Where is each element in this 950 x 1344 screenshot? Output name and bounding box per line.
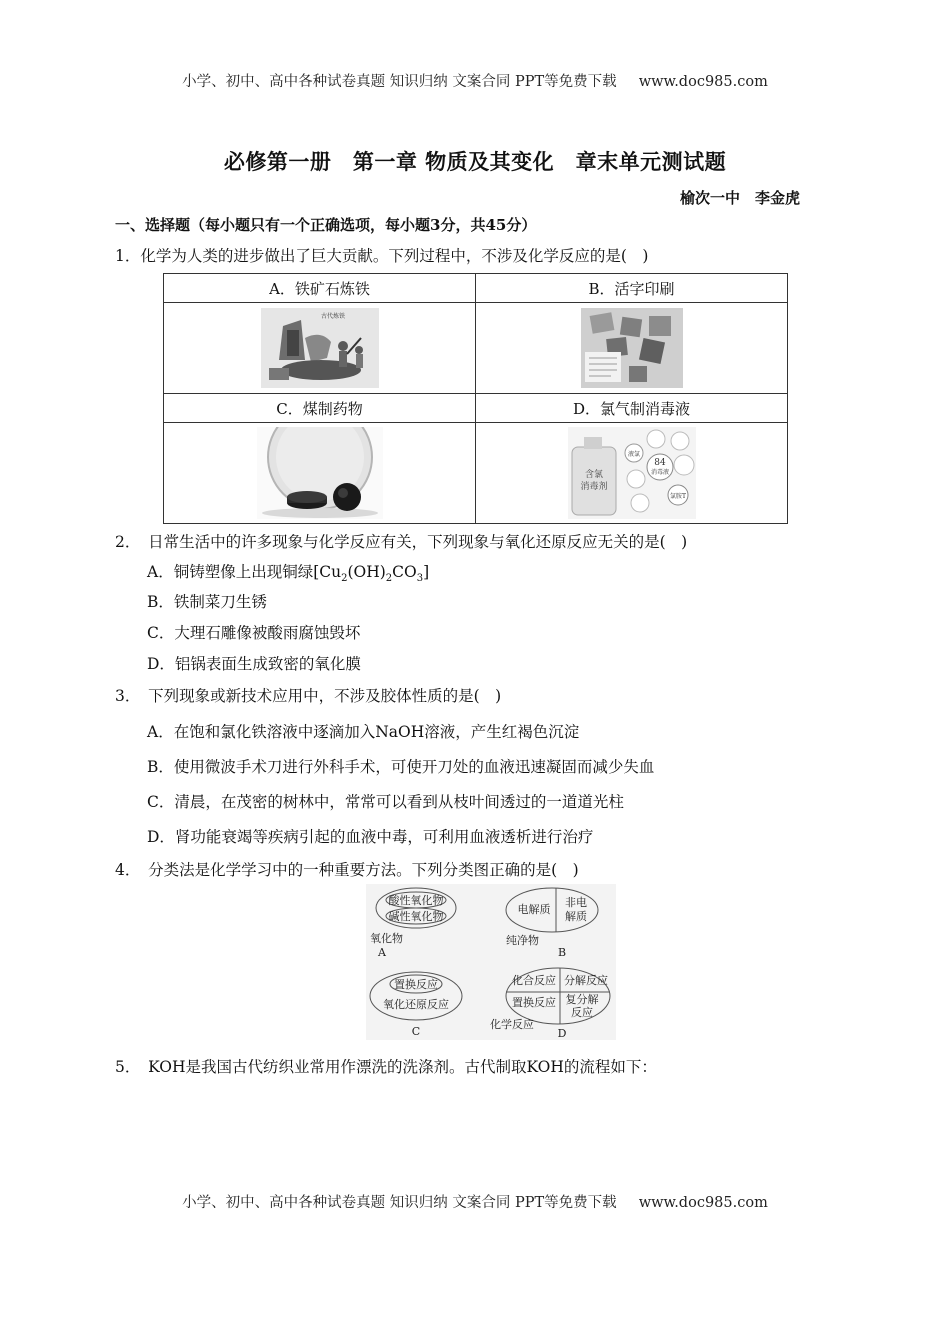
diagram-c-outer: 氧化还原反应 xyxy=(383,998,449,1011)
diagram-a-bottom: 碱性氧化物 xyxy=(388,910,444,923)
diagram-a-top: 酸性氧化物 xyxy=(388,894,444,907)
movable-type-image xyxy=(581,308,683,388)
footer-site: www.doc985.com xyxy=(638,1195,768,1211)
question-2-stem: 2． 日常生活中的许多现象与化学反应有关，下列现象与氧化还原反应无关的是( ) xyxy=(115,533,688,551)
q1-image-b-cell xyxy=(476,303,788,394)
diagram-d-tl: 化合反应 xyxy=(512,974,556,987)
q1-option-c: C．煤制药物 xyxy=(164,394,476,423)
q2-option-b: B．铁制菜刀生锈 xyxy=(147,593,267,611)
bottle-label-line1: 含氯 xyxy=(584,470,603,480)
question-5-stem: 5． KOH是我国古代纺织业常用作漂洗的洗涤剂。古代制取KOH的流程如下： xyxy=(115,1058,657,1076)
diagram-c-letter: C xyxy=(411,1025,421,1038)
q1-option-b: B．活字印刷 xyxy=(476,274,788,303)
diagram-a-letter: A xyxy=(378,946,386,959)
section-heading: 一、选择题（每小题只有一个正确选项，每小题3分，共45分） xyxy=(115,216,537,234)
diagram-d-br1: 复分解 xyxy=(565,993,599,1006)
question-1-stem: 1．化学为人类的进步做出了巨大贡献。下列过程中，不涉及化学反应的是( ) xyxy=(115,247,649,265)
diagram-d-bl: 置换反应 xyxy=(512,996,556,1009)
bubble-chloramine: 氯胺T xyxy=(669,493,686,500)
q1-option-a: A．铁矿石炼铁 xyxy=(164,274,476,303)
q1-option-d: D．氯气制消毒液 xyxy=(476,394,788,423)
diagram-d-letter: D xyxy=(557,1027,567,1040)
q2-option-a: A．铜铸塑像上出现铜绿$[Cu_2(OH)_2CO_3]$ xyxy=(147,563,430,585)
q2-option-c: C．大理石雕像被酸雨腐蚀毁坏 xyxy=(147,624,361,642)
diagram-a-outer: 氧化物 xyxy=(370,932,403,945)
diagram-b-left: 电解质 xyxy=(517,903,551,916)
diagram-b-letter: B xyxy=(557,946,567,959)
q3-option-a: A．在饱和氯化铁溶液中逐滴加入NaOH溶液，产生红褐色沉淀 xyxy=(147,723,580,741)
bubble-liquid-chlorine: 液氯 xyxy=(627,451,640,458)
page-header xyxy=(0,70,950,91)
coal-medicine-image xyxy=(257,427,383,519)
question-4-stem: 4． 分类法是化学学习中的一种重要方法。下列分类图正确的是( ) xyxy=(115,861,579,879)
diagram-d-tr: 分解反应 xyxy=(564,974,608,987)
question-3-stem: 3． 下列现象或新技术应用中，不涉及胶体性质的是( ) xyxy=(115,687,502,705)
disinfectant-image xyxy=(568,427,696,519)
diagram-c-inner: 置换反应 xyxy=(394,978,438,991)
bubble-84-line1: 84 xyxy=(653,458,666,468)
bubble-84-line2: 消毒液 xyxy=(650,469,669,476)
header-site: www.doc985.com xyxy=(638,74,768,90)
q3-option-d: D．肾功能衰竭等疾病引起的血液中毒，可利用血液透析进行治疗 xyxy=(147,828,594,846)
document-title: 必修第一册 第一章 物质及其变化 章末单元测试题 xyxy=(223,149,727,174)
q3-option-b: B．使用微波手术刀进行外科手术，可使开刀处的血液迅速凝固而减少失血 xyxy=(147,758,655,776)
diagram-b-right1: 非电 xyxy=(565,896,587,909)
diagram-d-outer: 化学反应 xyxy=(490,1018,534,1031)
q2-option-d: D．铝锅表面生成致密的氧化膜 xyxy=(147,655,361,673)
diagram-b-right2: 解质 xyxy=(565,910,587,923)
diagram-d-br2: 反应 xyxy=(571,1006,593,1019)
q1-image-d-cell xyxy=(476,423,788,524)
q1-image-a-cell xyxy=(164,303,476,394)
question-1-table xyxy=(163,273,788,524)
footer-text: 小学、初中、高中各种试卷真题 知识归纳 文案合同 PPT等免费下载 xyxy=(182,1195,617,1211)
iron-smelting-image xyxy=(261,308,379,388)
author: 榆次一中 李金虎 xyxy=(679,189,800,207)
diagram-b-outer: 纯净物 xyxy=(506,934,539,947)
q1-image-c-cell xyxy=(164,423,476,524)
page-footer xyxy=(0,1191,950,1212)
iron-image-caption: 古代炼铁 xyxy=(320,313,345,320)
bottle-label-line2: 消毒剂 xyxy=(579,482,608,492)
header-text: 小学、初中、高中各种试卷真题 知识归纳 文案合同 PPT等免费下载 xyxy=(182,74,617,90)
classification-diagram xyxy=(366,884,616,1040)
q3-option-c: C．清晨，在茂密的树林中，常常可以看到从枝叶间透过的一道道光柱 xyxy=(147,793,624,811)
